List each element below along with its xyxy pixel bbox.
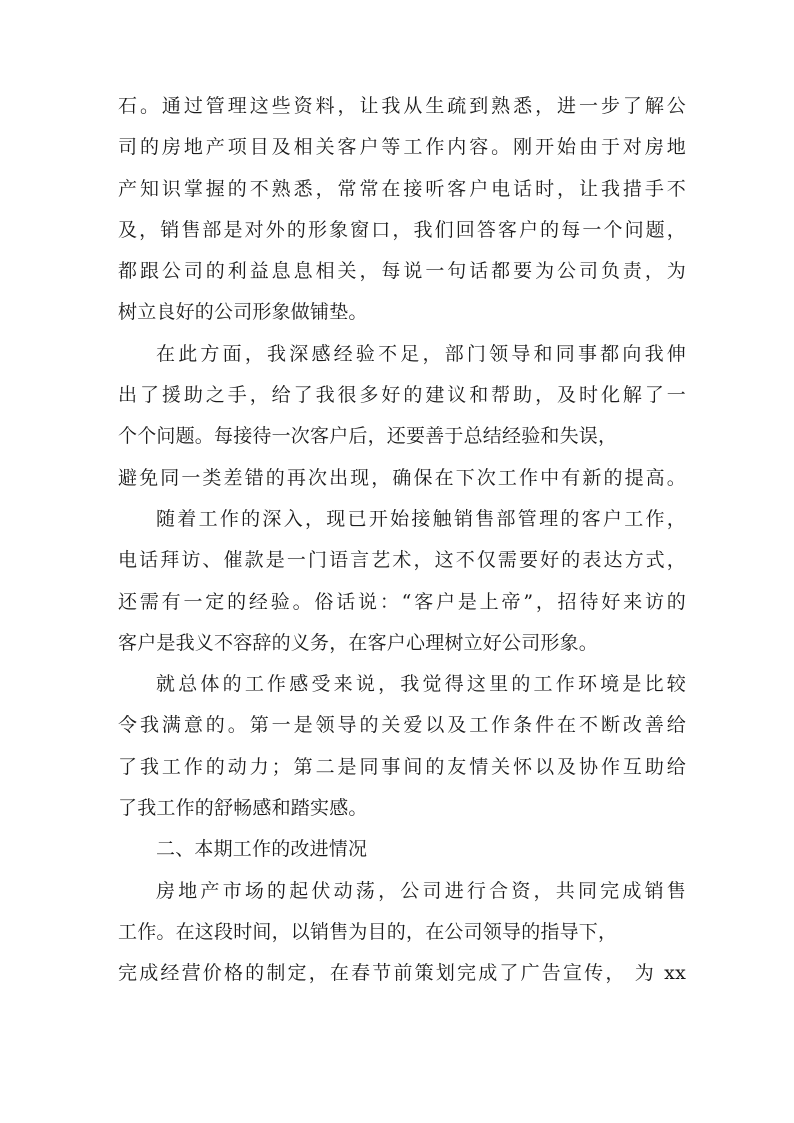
text-line: 工作。在这段时间，以销售为目的，在公司领导的指导下， [118, 920, 618, 943]
text-line: 出了援助之手，给了我很多好的建议和帮助，及时化解了一 [118, 384, 686, 407]
text-line: 石。通过管理这些资料，让我从生疏到熟悉，进一步了解公 [118, 95, 686, 117]
text-line: 了我工作的舒畅感和踏实感。 [118, 797, 368, 820]
text-line: 完成经营价格的制定，在春节前策划完成了广告宣传， 为 xx [118, 962, 686, 985]
document-body [118, 86, 686, 995]
text-line: 都跟公司的利益息息相关，每说一句话都要为公司负责，为 [118, 260, 686, 283]
text-line: 客户是我义不容辞的义务，在客户心理树立好公司形象。 [118, 631, 599, 654]
text-line: 就总体的工作感受来说，我觉得这里的工作环境是比较 [156, 673, 686, 696]
text-line: 产知识掌握的不熟悉，常常在接听客户电话时，让我措手不 [118, 177, 686, 200]
text-line: 司的房地产项目及相关客户等工作内容。刚开始由于对房地 [118, 136, 686, 159]
text-line: 了我工作的动力；第二是同事间的友情关怀以及协作互助给 [118, 755, 686, 778]
text-line: 电话拜访、催款是一门语言艺术，这不仅需要好的表达方式， [118, 549, 686, 572]
text-line: 个个问题。每接待一次客户后，还要善于总结经验和失误， [118, 425, 618, 448]
text-line: 二、本期工作的改进情况 [156, 838, 368, 861]
text-line: 树立良好的公司形象做铺垫。 [118, 301, 368, 324]
text-line: 避免同一类差错的再次出现，确保在下次工作中有新的提高。 [118, 466, 686, 489]
text-line: 及，销售部是对外的形象窗口，我们回答客户的每一个问题， [118, 218, 686, 241]
text-line: 随着工作的深入，现已开始接触销售部管理的客户工作， [156, 507, 686, 530]
text-line: 在此方面，我深感经验不足，部门领导和同事都向我伸 [156, 342, 686, 365]
text-line: 还需有一定的经验。俗话说：“客户是上帝”，招待好来访的 [118, 590, 686, 613]
text-line: 令我满意的。第一是领导的关爱以及工作条件在不断改善给 [118, 714, 686, 737]
text-line: 房地产市场的起伏动荡，公司进行合资，共同完成销售 [156, 879, 686, 902]
